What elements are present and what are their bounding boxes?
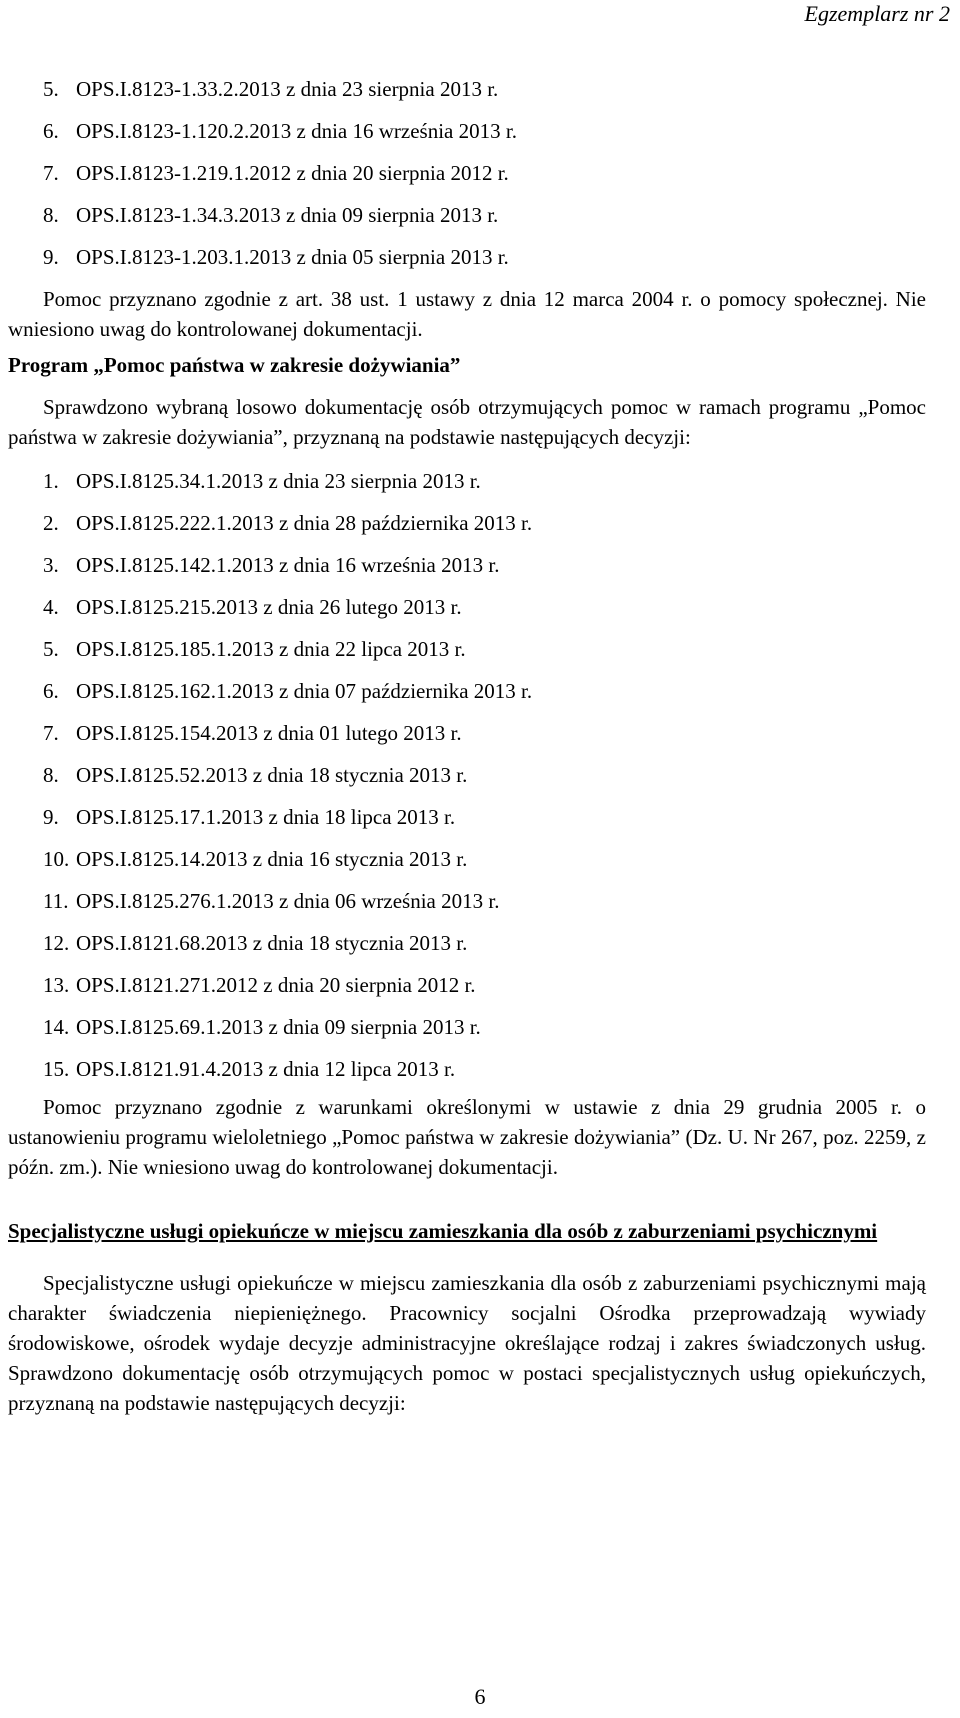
list-item: 5. OPS.I.8125.185.1.2013 z dnia 22 lipca 2013 r. <box>43 637 466 661</box>
list-item: 4. OPS.I.8125.215.2013 z dnia 26 lutego 2013 r. <box>43 595 462 619</box>
paragraph-dozywianie-intro: Sprawdzono wybraną losowo dokumentację osób otrzymujących pomoc w ramach programu „Pomoc państwa w zakresie dożywiania”, przyznaną na podstawie następujących decyzji: <box>8 395 926 449</box>
paragraph-legal-basis-a: Pomoc przyznano zgodnie z art. 38 ust. 1 ustawy z dnia 12 marca 2004 r. o pomocy społecznej. Nie wniesiono uwag do kontrolowanej dokumentacji. <box>8 287 926 341</box>
list-item: 1. OPS.I.8125.34.1.2013 z dnia 23 sierpnia 2013 r. <box>43 469 481 493</box>
list-item: 8. OPS.I.8125.52.2013 z dnia 18 stycznia 2013 r. <box>43 763 468 787</box>
paragraph-uslugi-opiekuncze: Specjalistyczne usługi opiekuńcze w miejscu zamieszkania dla osób z zaburzeniami psychicznymi mają charakter świadczenia niepieniężnego. Pracownicy socjalni Ośrodka przeprowadzają wywiady środowiskowe, ośrodek wydaje decyzje administracyjne określające rodzaj i zakres świadczonych usług. Sprawdzono dokumentację osób otrzymujących pomoc w postaci specjalistycznych usług opiekuńczych, przyznaną na podstawie następujących decyzji: <box>8 1271 926 1415</box>
paragraph-legal-basis-b: Pomoc przyznano zgodnie z warunkami określonymi w ustawie z dnia 29 grudnia 2005 r. o ustanowieniu programu wieloletniego „Pomoc państwa w zakresie dożywiania” (Dz. U. Nr 267, poz. 2259, z późn. zm.). Nie wniesiono uwag do kontrolowanej dokumentacji. <box>8 1095 926 1179</box>
section-heading-uslugi-opiekuncze: Specjalistyczne usługi opiekuńcze w miejscu zamieszkania dla osób z zaburzeniami psychicznymi <box>8 1219 878 1243</box>
page-number: 6 <box>474 1684 486 1709</box>
list-item: 3. OPS.I.8125.142.1.2013 z dnia 16 września 2013 r. <box>43 553 500 577</box>
list-item: 6. OPS.I.8125.162.1.2013 z dnia 07 października 2013 r. <box>43 679 533 703</box>
section-heading-dozywianie: Program „Pomoc państwa w zakresie dożywiania” <box>8 353 461 377</box>
list-item: 7. OPS.I.8125.154.2013 z dnia 01 lutego 2013 r. <box>43 721 462 745</box>
list-item: 6. OPS.I.8123-1.120.2.2013 z dnia 16 września 2013 r. <box>43 119 517 143</box>
list-item: 5. OPS.I.8123-1.33.2.2013 z dnia 23 sierpnia 2013 r. <box>43 77 499 101</box>
list-item: 9. OPS.I.8123-1.203.1.2013 z dnia 05 sierpnia 2013 r. <box>43 245 509 269</box>
list-item: 10. OPS.I.8125.14.2013 z dnia 16 stycznia 2013 r. <box>43 847 468 871</box>
document-body <box>8 68 926 1418</box>
copy-label: Egzemplarz nr 2 <box>804 1 950 26</box>
list-item: 9. OPS.I.8125.17.1.2013 z dnia 18 lipca 2013 r. <box>43 805 456 829</box>
list-item: 2. OPS.I.8125.222.1.2013 z dnia 28 października 2013 r. <box>43 511 533 535</box>
list-item: 13. OPS.I.8121.271.2012 z dnia 20 sierpnia 2012 r. <box>43 973 476 997</box>
decision-list-a <box>8 68 926 278</box>
list-item: 8. OPS.I.8123-1.34.3.2013 z dnia 09 sierpnia 2013 r. <box>43 203 499 227</box>
list-item: 14. OPS.I.8125.69.1.2013 z dnia 09 sierpnia 2013 r. <box>43 1015 481 1039</box>
list-item: 15. OPS.I.8121.91.4.2013 z dnia 12 lipca 2013 r. <box>43 1057 456 1081</box>
decision-list-b <box>8 460 926 1090</box>
list-item: 12. OPS.I.8121.68.2013 z dnia 18 stycznia 2013 r. <box>43 931 468 955</box>
list-item: 7. OPS.I.8123-1.219.1.2012 z dnia 20 sierpnia 2012 r. <box>43 161 509 185</box>
list-item: 11. OPS.I.8125.276.1.2013 z dnia 06 września 2013 r. <box>43 889 500 913</box>
